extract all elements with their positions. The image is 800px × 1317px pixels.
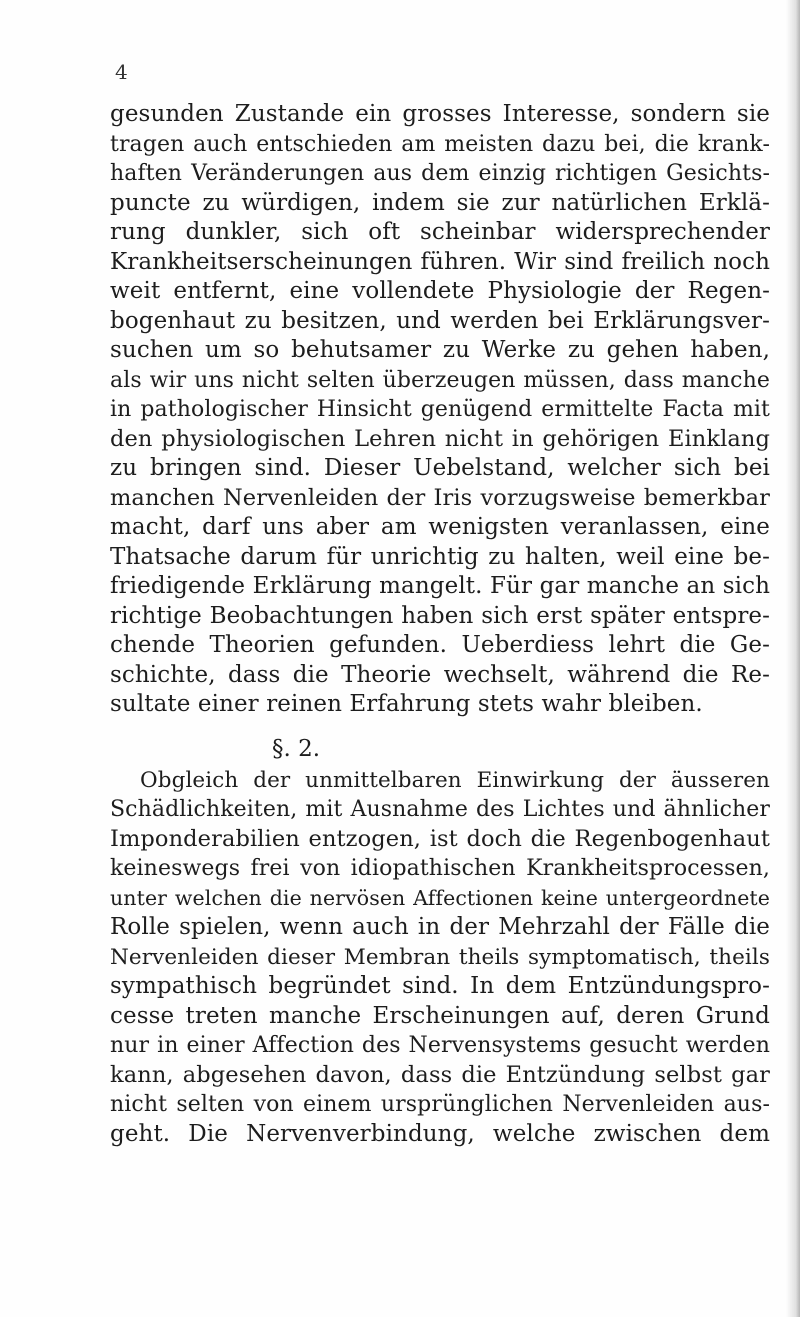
text-line: tragen auch entschieden am meisten dazu bei, die krank-: [110, 131, 770, 157]
text-line: keineswegs frei von idiopathischen Krankheitsprocessen,: [110, 856, 770, 881]
text-line: bogenhaut zu besitzen, und werden bei Erklärungsver-: [110, 307, 770, 334]
text-line: sympathisch begründet sind. In dem Entzündungspro-: [110, 973, 770, 999]
text-line: zu bringen sind. Dieser Uebelstand, welcher sich bei: [110, 455, 770, 481]
page-edge-shadow: [786, 0, 800, 1317]
text-line: nicht selten von einem ursprünglichen Nervenleiden aus-: [110, 1092, 770, 1117]
text-line: als wir uns nicht selten überzeugen müssen, dass manche: [110, 367, 770, 393]
text-line: Schädlichkeiten, mit Ausnahme des Lichtes und ähnlicher: [110, 797, 770, 822]
text-line: schichte, dass die Theorie wechselt, während die Re-: [110, 661, 770, 688]
text-line: cesse treten manche Erscheinungen auf, deren Grund: [110, 1002, 770, 1029]
text-line: Thatsache darum für unrichtig zu halten, weil eine be-: [110, 543, 770, 570]
text-line: kann, abgesehen davon, dass die Entzündung selbst gar: [110, 1061, 770, 1088]
text-line: unter welchen die nervösen Affectionen keine untergeordnete: [110, 885, 770, 910]
text-line: Nervenleiden dieser Membran theils symptomatisch, theils: [110, 944, 770, 970]
text-line: haften Veränderungen aus dem einzig richtigen Gesichts-: [110, 161, 770, 186]
text-line: macht, darf uns aber am wenigsten veranlassen, eine: [110, 514, 770, 540]
paragraph-1: [110, 100, 770, 720]
body-text: [110, 100, 770, 1149]
text-line: richtige Beobachtungen haben sich erst später entspre-: [110, 602, 770, 629]
text-line: Krankheitserscheinungen führen. Wir sind freilich noch: [110, 248, 770, 275]
text-line: Obgleich der unmittelbaren Einwirkung der äusseren: [140, 767, 770, 793]
page-number: 4: [115, 60, 128, 84]
text-line: weit entfernt, eine vollendete Physiologie der Regen-: [110, 278, 770, 304]
text-line: friedigende Erklärung mangelt. Für gar manche an sich: [110, 573, 770, 599]
text-line: chende Theorien gefunden. Ueberdiess lehrt die Ge-: [110, 632, 770, 658]
text-line: geht. Die Nervenverbindung, welche zwischen dem: [110, 1120, 770, 1147]
text-line: Imponderabilien entzogen, ist doch die Regenbogenhaut: [110, 825, 770, 852]
text-line: sultate einer reinen Erfahrung stets wahr bleiben.: [110, 691, 703, 717]
text-line: den physiologischen Lehren nicht in gehörigen Einklang: [110, 425, 770, 452]
text-line: rung dunkler, sich oft scheinbar widersprechender: [110, 219, 770, 245]
text-line: suchen um so behutsamer zu Werke zu gehen haben,: [110, 337, 770, 363]
text-line: manchen Nervenleiden der Iris vorzugsweise bemerkbar: [110, 484, 770, 511]
paragraph-2: [110, 766, 770, 1150]
section-heading: §. 2.: [272, 735, 321, 762]
text-line: puncte zu würdigen, indem sie zur natürlichen Erklä-: [110, 189, 770, 216]
text-line: gesunden Zustande ein grosses Interesse, sondern sie: [110, 101, 770, 127]
text-line: nur in einer Affection des Nervensystems gesucht werden: [110, 1033, 770, 1058]
text-line: Rolle spielen, wenn auch in der Mehrzahl der Fälle die: [110, 914, 770, 940]
text-line: in pathologischer Hinsicht genügend ermittelte Facta mit: [110, 397, 770, 422]
